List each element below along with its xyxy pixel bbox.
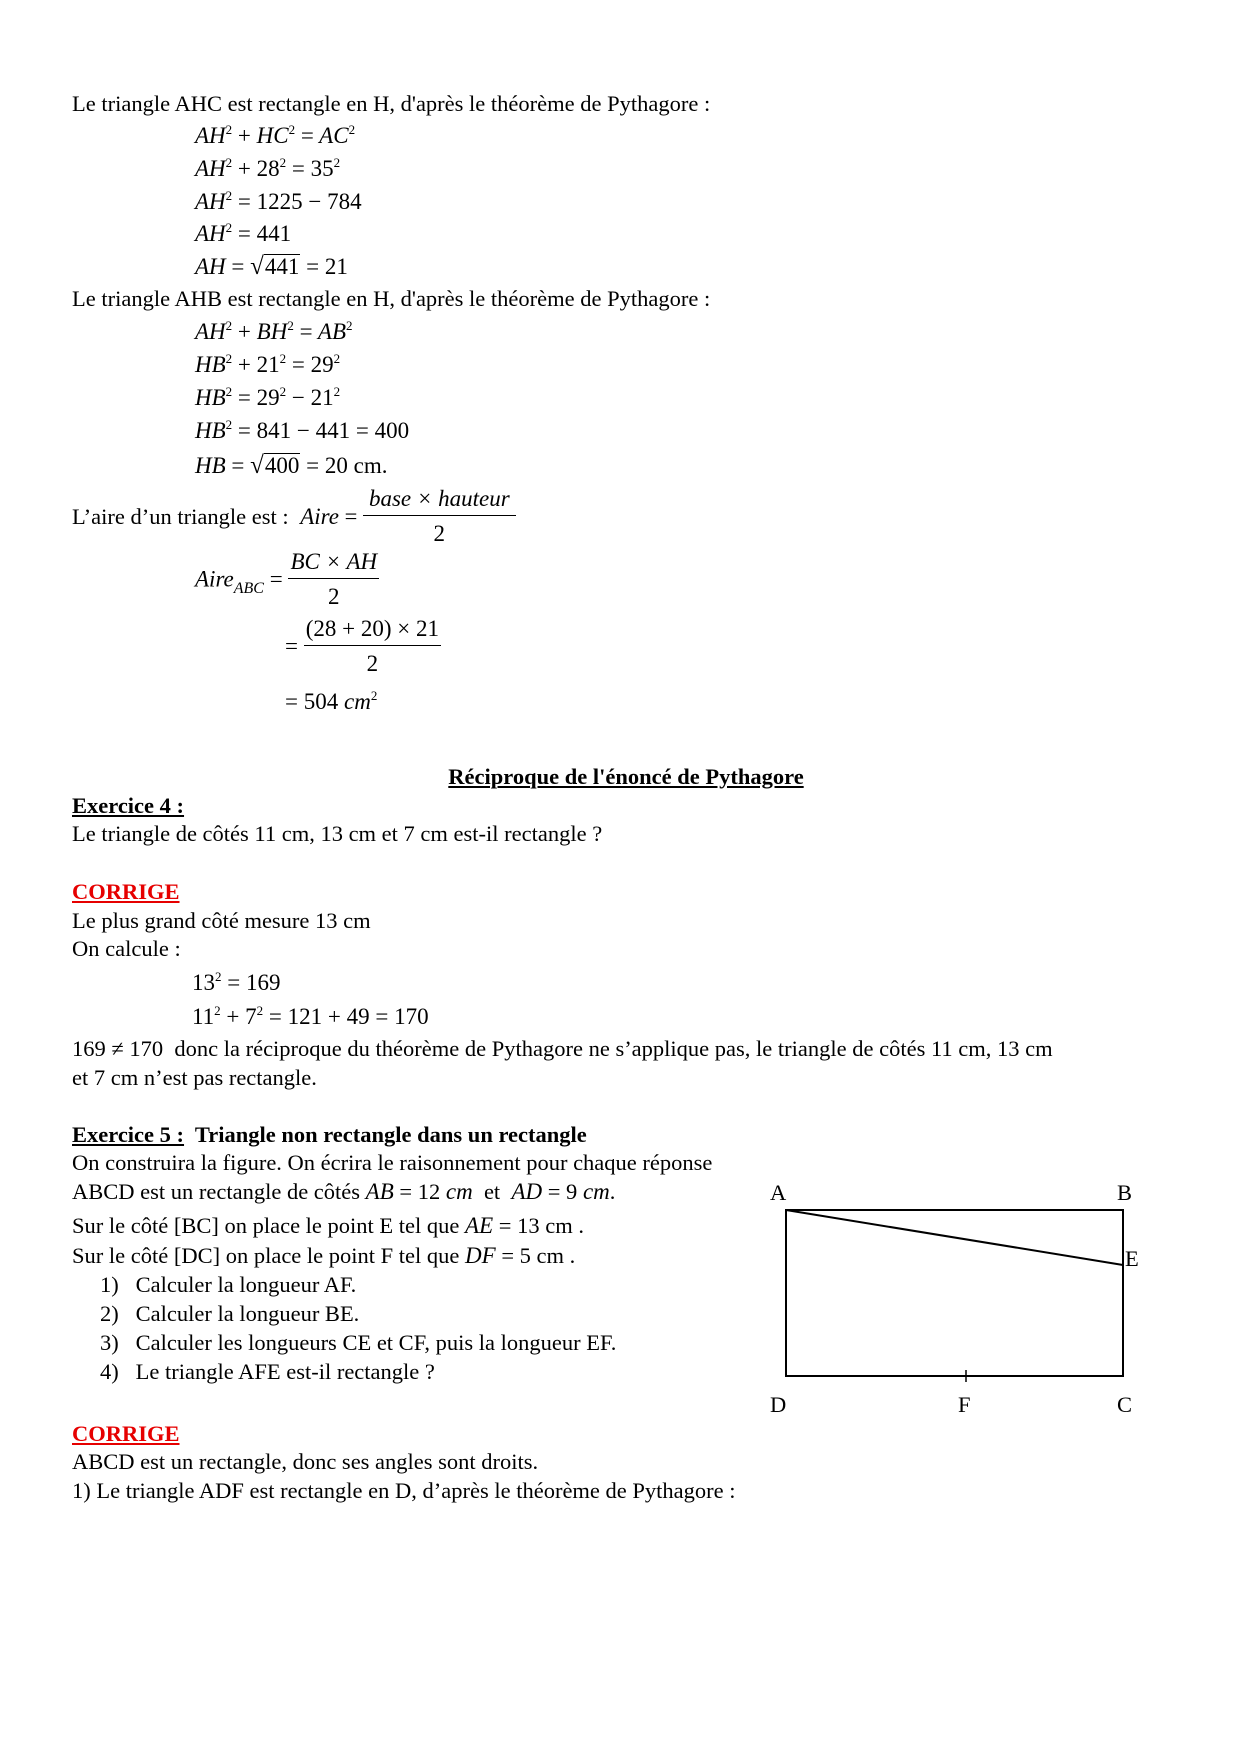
- exercice4-title: Exercice 4 :: [72, 793, 185, 818]
- exercice5-title: Exercice 5 :: [72, 1122, 185, 1147]
- ahc-step4: $AH^2 = 441$: [195, 220, 292, 246]
- exercice5-answer1: ABCD est un rectangle, donc ses angles sont droits.: [72, 1449, 539, 1474]
- ahc-intro: Le triangle AHC est rectangle en H, d'après le théorème de Pythagore :: [72, 91, 711, 116]
- aire-formula-den: 2: [433, 521, 446, 546]
- ahb-intro: Le triangle AHB est rectangle en H, d'après le théorème de Pythagore :: [72, 286, 711, 311]
- ahc-step1: $AH^2 + HC^2 = AC^2$: [195, 122, 356, 148]
- question-item: 2) Calculer la longueur BE.: [100, 1301, 360, 1326]
- question-item: 4) Le triangle AFE est-il rectangle ?: [100, 1359, 435, 1384]
- exercice5-line2: ABCD est un rectangle de côtés AB = 12 cm et AD = 9 cm.: [72, 1179, 616, 1204]
- aire-calc2-fraction: [304, 615, 441, 678]
- exercice4-corrige: CORRIGE: [72, 879, 180, 904]
- ahc-radicand: 441: [264, 254, 300, 279]
- question-item: 1) Calculer la longueur AF.: [100, 1272, 357, 1297]
- aire-intro: L’aire d’un triangle est :: [72, 503, 289, 529]
- label-e: E: [1125, 1246, 1139, 1271]
- exercice5-questions: [100, 1271, 616, 1387]
- ahc-result: 21: [324, 254, 348, 279]
- exercice5-corrige: CORRIGE: [72, 1421, 180, 1446]
- exercice4-conclusion-line2: et 7 cm n’est pas rectangle.: [72, 1065, 317, 1090]
- exercice4-calc2-rhs: 121 + 49 = 170: [287, 1004, 429, 1029]
- exercice4-calc2: $11^2 + 7^2 = 121 + 49 = 170$: [192, 1003, 429, 1029]
- ahb-unit: cm.: [353, 453, 388, 478]
- aire-calc1-num: BC × AH: [288, 548, 379, 579]
- label-c: C: [1117, 1392, 1133, 1417]
- exercice5-subtitle: Triangle non rectangle dans un rectangle: [194, 1122, 587, 1147]
- section-title: Réciproque de l'énoncé de Pythagore: [448, 764, 804, 789]
- ahc-step2: $AH^2 + 28^2 = 35^2$: [195, 155, 341, 181]
- exercice5-line4: Sur le côté [DC] on place le point F tel que DF = 5 cm .: [72, 1243, 576, 1268]
- aire-calc-label: Aire: [195, 566, 234, 592]
- ahb-result: 20: [324, 453, 348, 478]
- exercice4-conclusion-line1: [72, 1035, 1053, 1063]
- ahc-step5: AH = √441 = 21: [195, 253, 348, 280]
- aire-calc1: Aire$_{ABC}$ = $\frac{BC \times AH}{2}$: [195, 549, 378, 609]
- aire-formula-line: L’aire d’un triangle est : Aire = $\frac{\text{base × hauteur}}{2}$: [72, 485, 516, 548]
- rectangle-abcd: [786, 1210, 1123, 1376]
- ahb-step1: $AH^2 + BH^2 = AB^2$: [195, 318, 353, 344]
- exercice5-heading: [72, 1121, 587, 1149]
- aire-calc1-den: 2: [328, 584, 340, 609]
- exercice4-conclusion-math: 169 ≠ 170: [72, 1036, 164, 1061]
- rectangle-figure: [760, 1170, 1160, 1410]
- aire-calc-sub: ABC: [233, 579, 264, 597]
- label-d: D: [770, 1392, 787, 1417]
- ahb-step3: $HB^2 = 29^2 - 21^2$: [195, 384, 341, 410]
- question-item: 3) Calculer les longueurs CE et CF, puis la longueur EF.: [100, 1330, 617, 1355]
- aire-calc2-den: 2: [366, 651, 379, 676]
- ahb-step2: $HB^2 + 21^2 = 29^2$: [195, 351, 341, 377]
- aire-result-unit: cm: [343, 689, 371, 714]
- aire-result-line: = 504 $cm^2$: [285, 688, 378, 714]
- ahb-step5: HB = √400 = 20 cm.: [195, 452, 388, 479]
- exercice4-statement: Le triangle de côtés 11 cm, 13 cm et 7 cm est-il rectangle ?: [72, 821, 603, 846]
- aire-formula-label: Aire: [300, 503, 339, 529]
- label-a: A: [770, 1180, 787, 1205]
- label-b: B: [1117, 1180, 1133, 1205]
- ahb-radicand: 400: [264, 453, 300, 478]
- exercice4-line1: Le plus grand côté mesure 13 cm: [72, 908, 371, 933]
- ahc-step3: $AH^2 = 1225 - 784$: [195, 188, 362, 214]
- aire-formula-fraction: [363, 485, 516, 548]
- aire-formula-num: base × hauteur: [363, 485, 516, 516]
- exercice5-answer2: 1) Le triangle ADF est rectangle en D, d’après le théorème de Pythagore :: [72, 1478, 736, 1503]
- label-f: F: [958, 1392, 971, 1417]
- exercice4-calc1: $13^2 = 169$: [192, 969, 281, 995]
- segment-ae: [786, 1210, 1123, 1265]
- aire-result: 504: [303, 689, 339, 714]
- ahb-step4: $HB^2 = 841 - 441 = 400$: [195, 417, 410, 443]
- aire-calc1-fraction: [288, 548, 379, 611]
- aire-calc2-num: (28 + 20) × 21: [304, 615, 441, 646]
- aire-calc2: = $\frac{(28 + 20) \times 21}{2}$: [285, 616, 439, 676]
- exercice4-conclusion-text: donc la réciproque du théorème de Pythagore ne s’applique pas, le triangle de côtés 11 cm, 13 cm: [174, 1036, 1053, 1061]
- ahb-step4-value: 841 − 441 = 400: [256, 418, 410, 443]
- exercice4-line2: On calcule :: [72, 936, 181, 961]
- exercice5-line1: On construira la figure. On écrira le raisonnement pour chaque réponse: [72, 1150, 713, 1175]
- exercice5-line3: Sur le côté [BC] on place le point E tel que AE = 13 cm .: [72, 1213, 584, 1238]
